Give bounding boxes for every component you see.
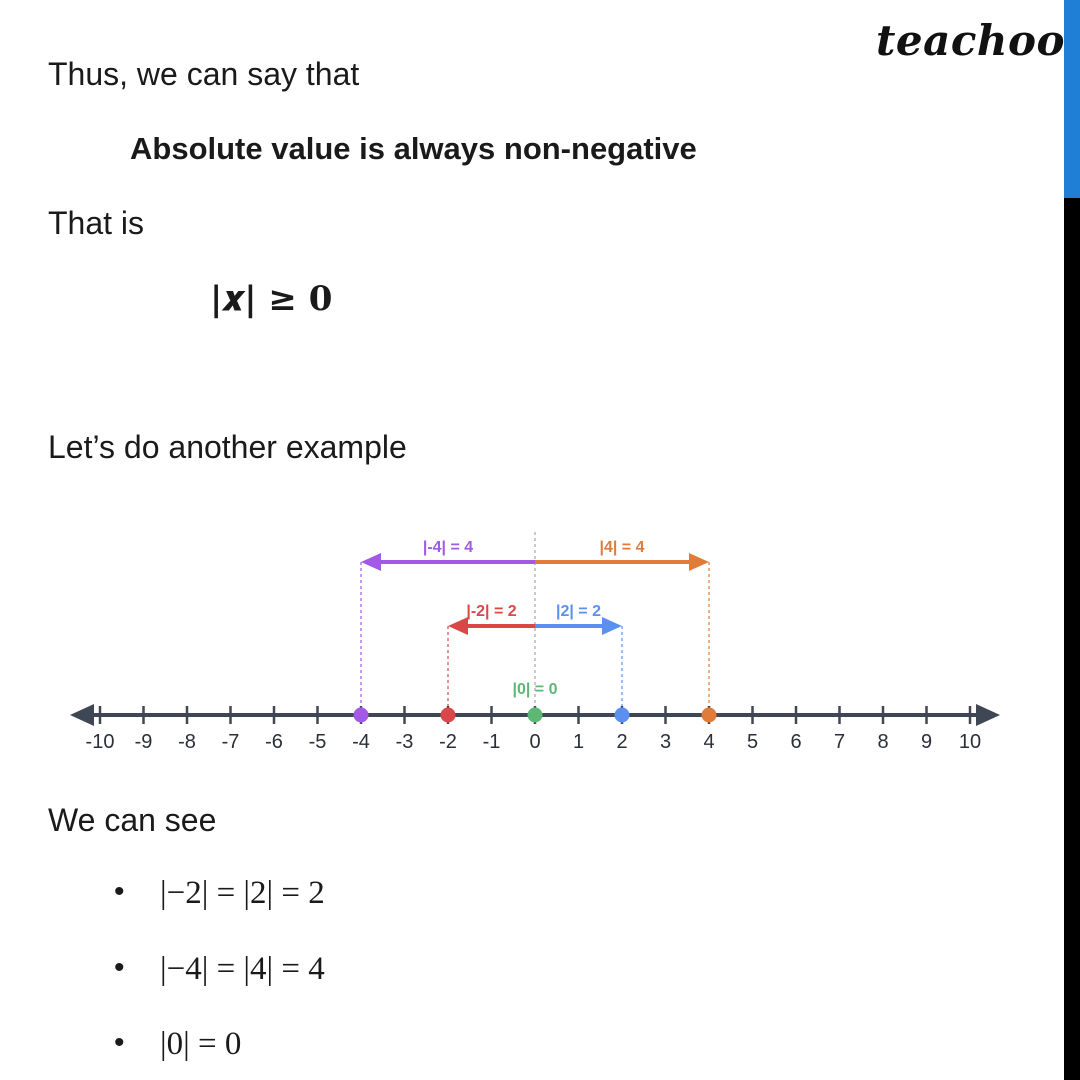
bullet-dot: • [114, 1026, 125, 1059]
distance-arrow-head [448, 617, 468, 635]
number-point [441, 708, 456, 723]
bullet-dot: • [114, 875, 125, 908]
another-example-text: Let’s do another example [48, 429, 407, 465]
tick-label: -1 [482, 731, 501, 753]
tick-label: -6 [265, 731, 283, 753]
tick-label: 4 [703, 731, 715, 753]
formula: |𝒙| ≥ 𝟎 [210, 279, 333, 319]
teachoo-logo: teachoo [876, 16, 1065, 65]
number-point [702, 708, 717, 723]
tick-label: -5 [308, 731, 327, 753]
bullet-item: |−2| = |2| = 2 [160, 875, 325, 911]
that-is-text: That is [48, 205, 145, 241]
tick-label: -10 [85, 731, 115, 753]
tick-label: -3 [395, 731, 414, 753]
distance-label: |-4| = 4 [422, 539, 474, 556]
number-point [354, 708, 369, 723]
bullet-item: |0| = 0 [160, 1026, 242, 1062]
bullet-item: |−4| = |4| = 4 [160, 951, 325, 987]
intro-text: Thus, we can say that [48, 56, 360, 92]
tick-label: 0 [529, 731, 541, 753]
tick-label: -8 [178, 731, 196, 753]
distance-label: |2| = 2 [556, 603, 601, 620]
distance-label: |4| = 4 [599, 539, 645, 556]
number-line-diagram [0, 520, 1060, 770]
tick-label: 9 [920, 731, 933, 753]
number-point [615, 708, 630, 723]
tick-label: 5 [746, 731, 759, 753]
zero-distance-label: |0| = 0 [512, 681, 558, 698]
distance-arrow-head [361, 553, 381, 571]
tick-label: 2 [616, 731, 628, 753]
tick-label: 3 [659, 731, 672, 753]
tick-label: -2 [439, 731, 457, 753]
tick-label: -4 [352, 731, 370, 753]
tick-label: 7 [833, 731, 846, 753]
axis-right-arrowhead [976, 704, 1000, 726]
bullet-dot: • [114, 951, 125, 984]
we-can-see-text: We can see [48, 802, 217, 838]
tick-label: -9 [134, 731, 153, 753]
distance-arrow-head [689, 553, 709, 571]
tick-label: 10 [958, 731, 982, 753]
tick-label: 6 [790, 731, 802, 753]
number-point [528, 708, 543, 723]
distance-arrow-head [602, 617, 622, 635]
tick-label: -7 [221, 731, 240, 753]
key-statement: Absolute value is always non-negative [130, 131, 697, 166]
tick-label: 8 [877, 731, 889, 753]
distance-label: |-2| = 2 [466, 603, 517, 620]
axis-left-arrowhead [70, 704, 94, 726]
right-edge-accent [1064, 0, 1080, 198]
tick-label: 1 [572, 731, 585, 753]
